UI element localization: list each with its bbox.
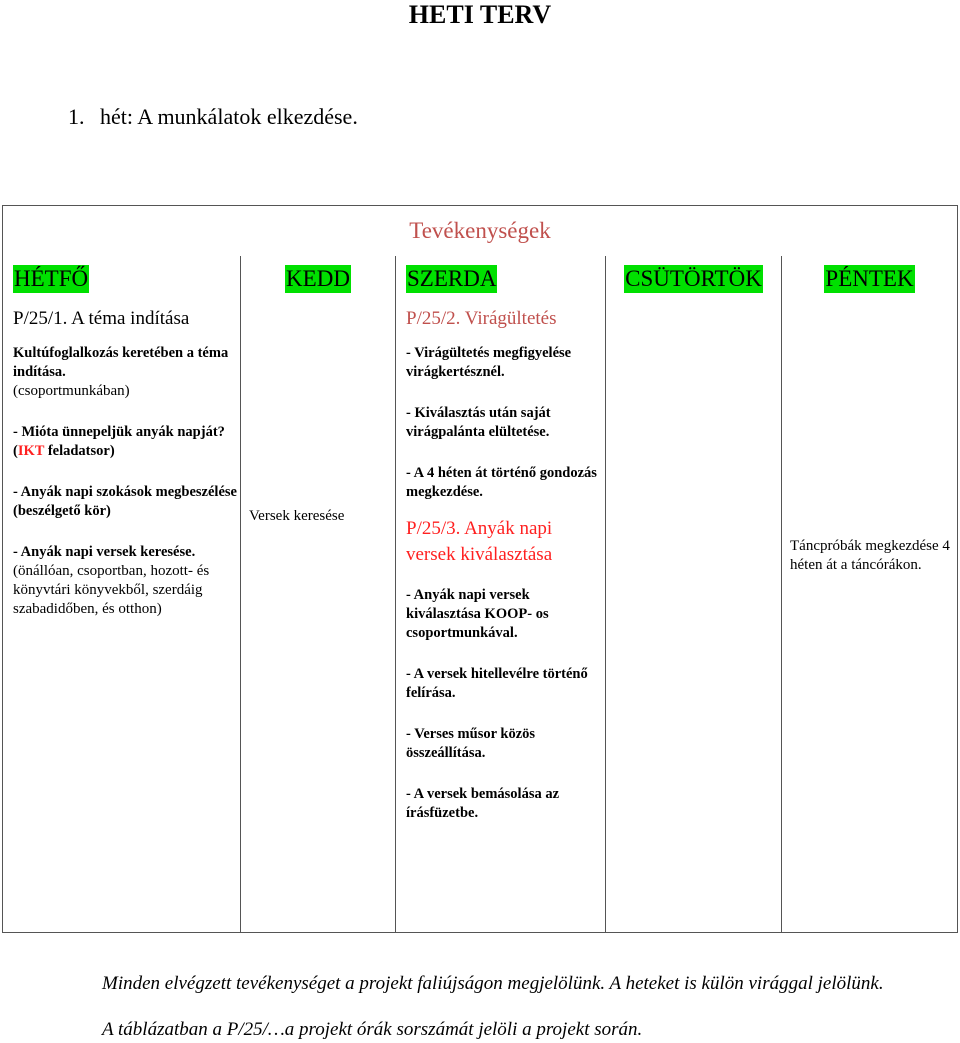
week-heading bbox=[68, 104, 358, 130]
page-title: HETI TERV bbox=[408, 0, 552, 29]
monday-heading: P/25/1. A téma indítása bbox=[13, 308, 190, 329]
monday-p1: Kultúfoglalkozás keretében a téma indítása. bbox=[13, 345, 229, 380]
wednesday-item-6: - Verses műsor közös összeállítása. bbox=[406, 726, 536, 761]
monday-p4b: (önállóan, csoportban, hozott- és könyvtári könyvekből, szerdáig szabadidőben, és otthon) bbox=[13, 563, 210, 617]
monday-p2-open: ( bbox=[13, 443, 18, 459]
footer-line-1: Minden elvégzett tevékenységet a projekt faliújságon megjelölünk. A heteket is külön virággal jelölünk. bbox=[102, 973, 884, 994]
wednesday-content bbox=[396, 302, 606, 933]
wednesday-item-7: - A versek bemásolása az írásfüzetbe. bbox=[406, 786, 560, 821]
day-tuesday: KEDD bbox=[286, 266, 350, 291]
day-wednesday-cell bbox=[396, 256, 606, 302]
wednesday-item-1: - Virágültetés megfigyelése virágkertésznél. bbox=[406, 345, 572, 380]
tuesday-content bbox=[241, 302, 396, 933]
day-friday-cell bbox=[782, 256, 958, 302]
wednesday-item-2: - Kiválasztás után saját virágpalánta elültetése. bbox=[406, 405, 551, 440]
monday-p2 bbox=[13, 423, 240, 461]
weekly-plan-table bbox=[2, 205, 958, 933]
friday-text: Táncpróbák megkezdése 4 héten át a táncórákon. bbox=[790, 538, 950, 573]
tuesday-text: Versek keresése bbox=[249, 508, 345, 524]
day-monday: HÉTFŐ bbox=[14, 266, 89, 291]
activities-header: Tevékenységek bbox=[3, 206, 958, 257]
wednesday-heading-2: P/25/3. Anyák napi versek kiválasztása bbox=[406, 518, 553, 565]
day-tuesday-cell bbox=[241, 256, 396, 302]
day-friday: PÉNTEK bbox=[825, 266, 914, 291]
day-thursday: CSÜTÖRTÖK bbox=[625, 266, 762, 291]
monday-content bbox=[3, 302, 241, 933]
wednesday-item-5: - A versek hitellevélre történő felírása. bbox=[406, 666, 588, 701]
day-thursday-cell bbox=[606, 256, 782, 302]
ikt-label: IKT bbox=[17, 443, 45, 459]
week-number: 1. bbox=[68, 104, 85, 129]
wednesday-item-3: - A 4 héten át történő gondozás megkezdése. bbox=[406, 465, 597, 500]
monday-p3: - Anyák napi szokások megbeszélése (beszélgető kör) bbox=[13, 484, 237, 519]
monday-p2-rest: feladatsor) bbox=[44, 443, 115, 459]
friday-content bbox=[782, 302, 958, 933]
monday-p4: - Anyák napi versek keresése. bbox=[13, 544, 196, 560]
wednesday-heading: P/25/2. Virágültetés bbox=[406, 308, 557, 329]
thursday-content bbox=[606, 302, 782, 933]
monday-p1b: (csoportmunkában) bbox=[13, 383, 130, 399]
week-text: hét: A munkálatok elkezdése. bbox=[100, 104, 358, 129]
day-monday-cell bbox=[3, 256, 241, 302]
monday-p2-text: - Mióta ünnepeljük anyák napját? bbox=[13, 424, 225, 440]
wednesday-item-4: - Anyák napi versek kiválasztása KOOP- os csoportmunkával. bbox=[406, 587, 549, 641]
day-wednesday: SZERDA bbox=[407, 266, 497, 291]
footer-line-2: A táblázatban a P/25/…a projekt órák sorszámát jelöli a projekt során. bbox=[102, 1019, 643, 1040]
